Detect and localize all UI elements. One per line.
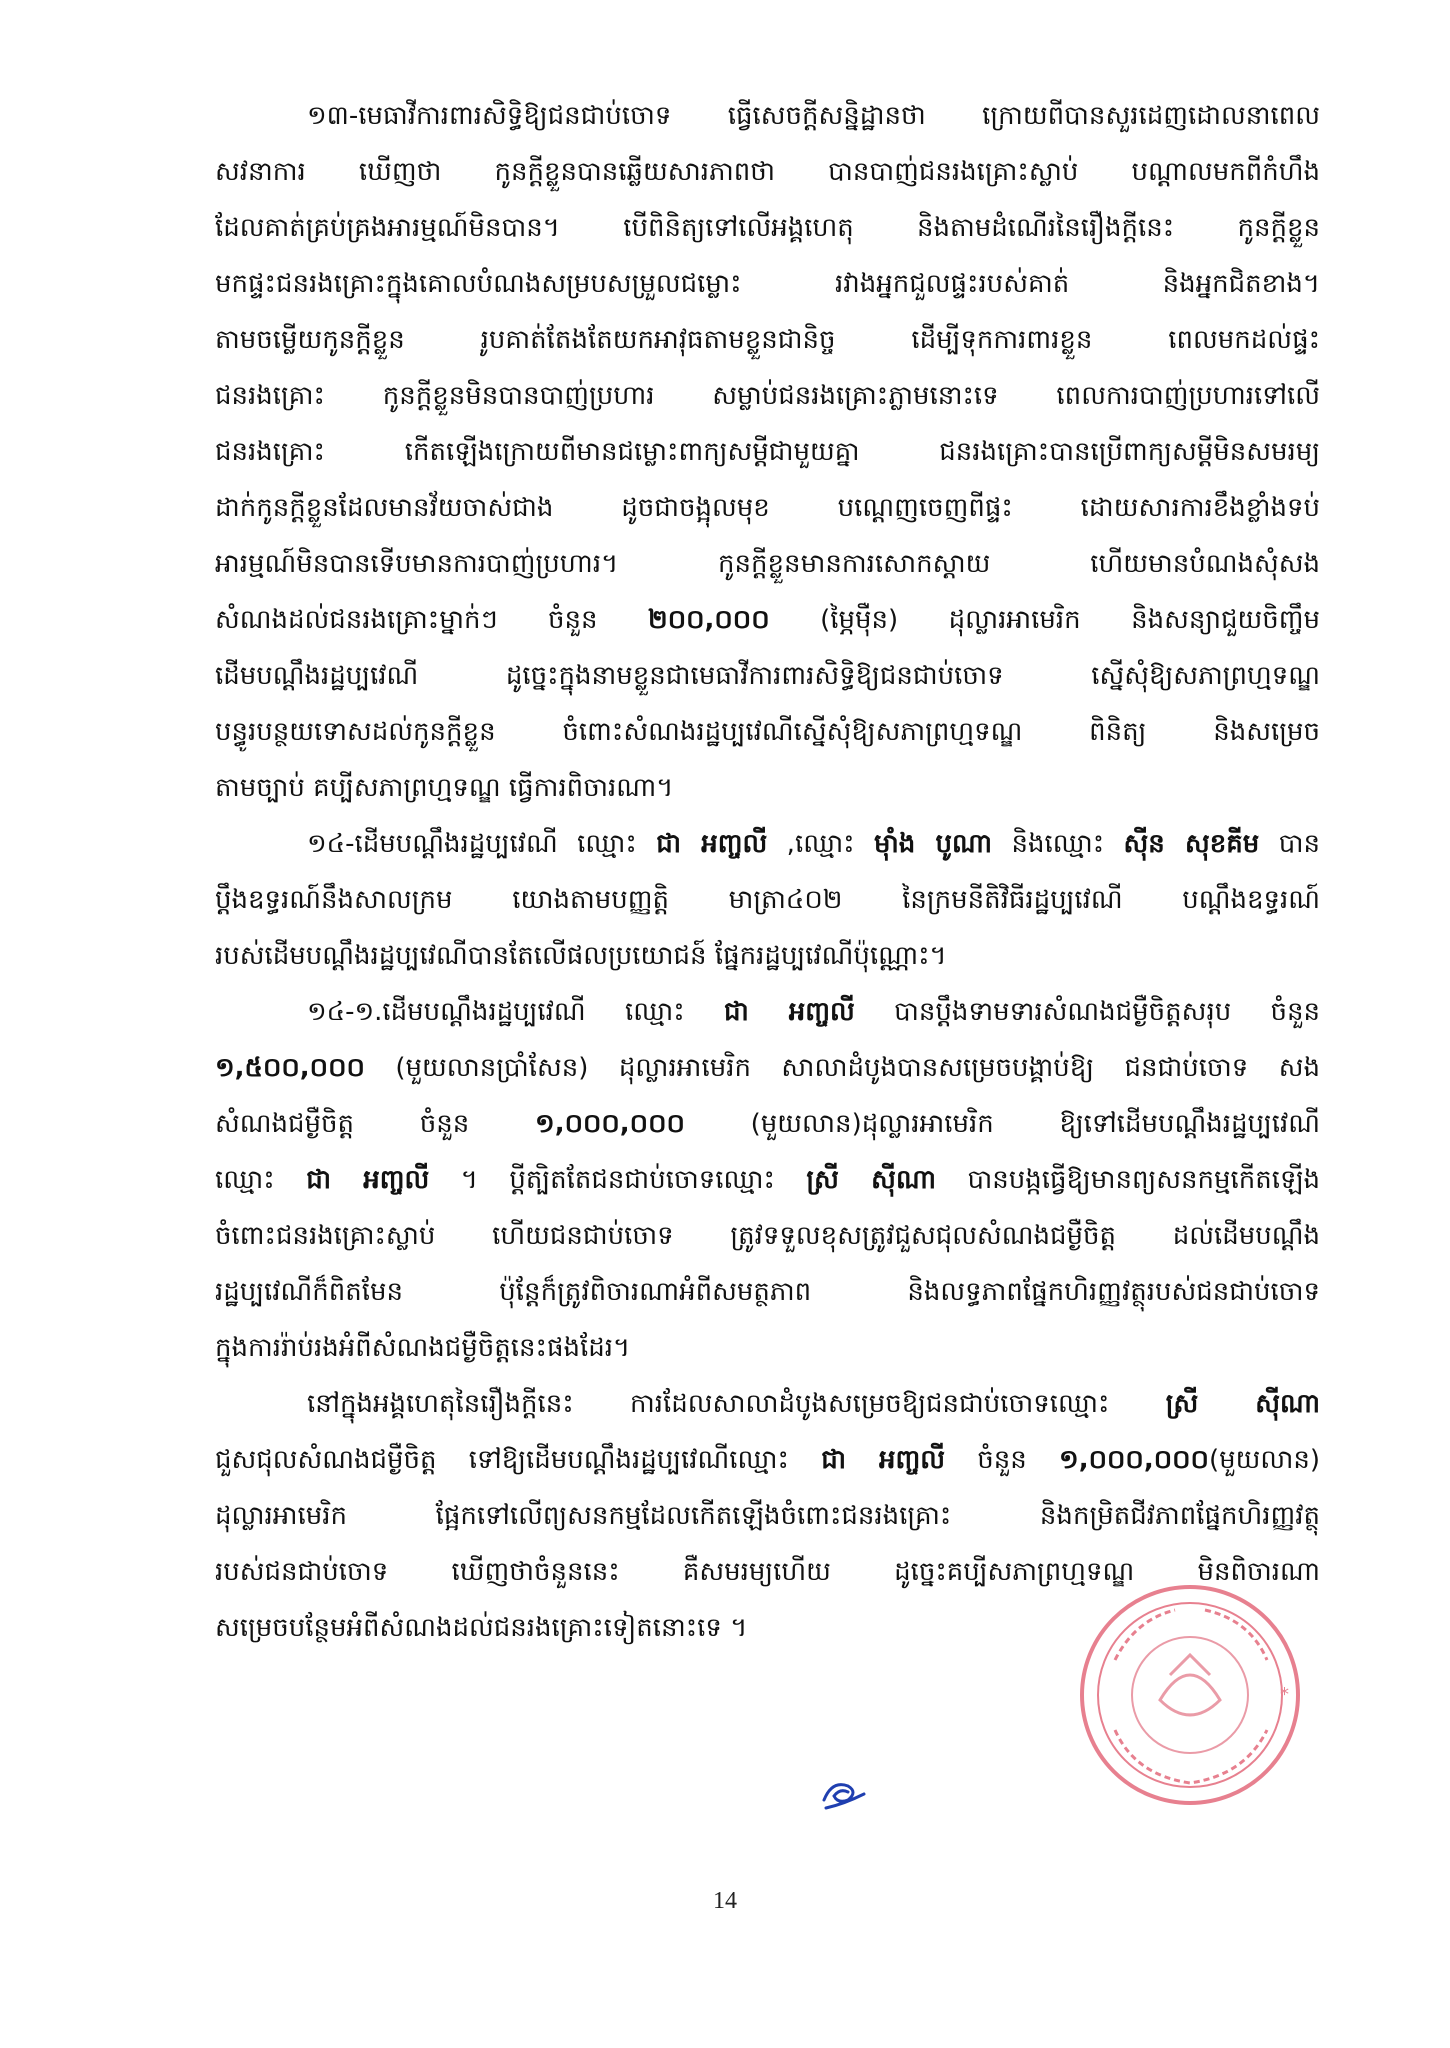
text-line xyxy=(215,88,1320,144)
document-body xyxy=(215,88,1320,1656)
page-number: 14 xyxy=(713,1888,737,1914)
text-line xyxy=(215,1432,1320,1488)
text-segment: (មួយលានប្រាំសែន) ដុល្លារអាមេរិក សាលាដំបូងបានសម្រេចបង្គាប់ឱ្យ ជនជាប់ចោទ សង xyxy=(364,1053,1320,1083)
text-line xyxy=(215,424,1320,480)
text-segment: ជនរងគ្រោះ កូនក្តីខ្លួនមិនបានបាញ់ប្រហារ សម្លាប់ជនរងគ្រោះភ្លាមនោះទេ ពេលការបាញ់ប្រហារទៅលើ xyxy=(215,381,1320,411)
text-line xyxy=(215,928,1320,984)
bold-text: ស្រី ស៊ីណា xyxy=(1165,1389,1320,1419)
text-line xyxy=(215,1040,1320,1096)
text-segment: សំណងជម្ងឺចិត្ត ចំនួន xyxy=(215,1109,536,1139)
bold-text: ម៉ាំង បូណា xyxy=(874,829,993,859)
text-segment: ក្នុងការរ៉ាប់រងអំពីសំណងជម្ងឺចិត្តនេះផងដែរ។ xyxy=(215,1333,631,1363)
text-line xyxy=(215,1152,1320,1208)
bold-text: ស្រី ស៊ីណា xyxy=(806,1165,936,1195)
text-segment: ដែលគាត់គ្រប់គ្រងអារម្មណ៍មិនបាន។ បើពិនិត្យទៅលើអង្គហេតុ និងតាមដំណើរនៃរឿងក្តីនេះ កូនក្តីខ្លួន xyxy=(215,213,1320,243)
text-line xyxy=(215,1208,1320,1264)
text-line xyxy=(215,536,1320,592)
text-line xyxy=(215,1096,1320,1152)
text-line xyxy=(215,144,1320,200)
text-segment: ចំនួន xyxy=(945,1445,1060,1475)
bold-text: ជា អញ្ចលី xyxy=(821,1445,946,1475)
text-segment: រដ្ឋប្បវេណីក៏ពិតមែន ប៉ុន្តែក៏ត្រូវពិចារណាអំពីសមត្ថភាព និងលទ្ធភាពផ្នែកហិរញ្ញវត្ថុរបស់ជនជាប់ចោទ xyxy=(215,1277,1320,1307)
text-segment: បានប្តឹងទាមទារសំណងជម្ងឺចិត្តសរុប ចំនួន xyxy=(854,997,1320,1027)
text-line xyxy=(215,872,1320,928)
text-segment: អារម្មណ៍មិនបានទើបមានការបាញ់ប្រហារ។ កូនក្តីខ្លួនមានការសោកស្តាយ ហើយមានបំណងសុំសង xyxy=(215,549,1320,579)
text-segment: ជនរងគ្រោះ កើតឡើងក្រោយពីមានជម្លោះពាក្យសម្តីជាមួយគ្នា ជនរងគ្រោះបានប្រើពាក្យសម្តីមិនសមរម្យ xyxy=(215,437,1320,467)
bold-text: ១,៥០០,០០០ xyxy=(215,1053,365,1083)
text-segment: សំណងដល់ជនរងគ្រោះម្នាក់ៗ ចំនួន xyxy=(215,605,649,635)
text-segment: បន្ធូរបន្ថយទោសដល់កូនក្តីខ្លួន ចំពោះសំណងរដ្ឋប្បវេណីស្នើសុំឱ្យសភាព្រហ្មទណ្ឌ ពិនិត្យ និងសម្រេច xyxy=(215,717,1320,747)
text-segment: ១៤-ដើមបណ្តឹងរដ្ឋប្បវេណី ឈ្មោះ xyxy=(307,829,657,859)
text-line xyxy=(215,760,1320,816)
text-segment: របស់ជនជាប់ចោទ ឃើញថាចំនួននេះ គឺសមរម្យហើយ ដូច្នេះគប្បីសភាព្រហ្មទណ្ឌ មិនពិចារណា xyxy=(215,1557,1320,1587)
text-line xyxy=(215,984,1320,1040)
text-segment: ។ ប្តីត្បិតតែជនជាប់ចោទឈ្មោះ xyxy=(429,1165,807,1195)
text-segment: ១៣-មេធាវីការពារសិទ្ធិឱ្យជនជាប់ចោទ ធ្វើសេចក្តីសន្និដ្ឋានថា ក្រោយពីបានសួរដេញដោលនាពេល xyxy=(307,101,1320,131)
svg-text:*: * xyxy=(1280,1684,1289,1705)
text-segment: សម្រេចបន្ថែមអំពីសំណងដល់ជនរងគ្រោះទៀតនោះទេ ។ xyxy=(215,1613,748,1643)
text-segment: បាន xyxy=(1259,829,1320,859)
text-line xyxy=(215,648,1320,704)
text-segment: ,ឈ្មោះ xyxy=(767,829,875,859)
text-segment: (មួយលាន)ដុល្លារអាមេរិក ឱ្យទៅដើមបណ្តឹងរដ្ឋប្បវេណី xyxy=(684,1109,1320,1139)
text-segment: សវនាការ ឃើញថា កូនក្តីខ្លួនបានឆ្លើយសារភាពថា បានបាញ់ជនរងគ្រោះស្លាប់ បណ្តាលមកពីកំហឹង xyxy=(215,157,1320,187)
text-line xyxy=(215,1320,1320,1376)
text-line xyxy=(215,256,1320,312)
text-segment: និងឈ្មោះ xyxy=(992,829,1124,859)
text-segment: ចំពោះជនរងគ្រោះស្លាប់ ហើយជនជាប់ចោទ ត្រូវទទួលខុសត្រូវជួសជុលសំណងជម្ងឺចិត្ត ដល់ដើមបណ្តឹង xyxy=(215,1221,1320,1251)
text-segment: ឈ្មោះ xyxy=(215,1165,307,1195)
handwritten-initial xyxy=(818,1770,868,1814)
text-segment: តាមចម្លើយកូនក្តីខ្លួន រូបគាត់តែងតែយកអាវុធតាមខ្លួនជានិច្ច ដើម្បីទុកការពារខ្លួន ពេលមកដល់ផ្ទះ xyxy=(215,325,1320,355)
text-line xyxy=(215,1488,1320,1544)
bold-text: ២០០,០០០ xyxy=(648,605,770,635)
text-segment: (ម្ភៃម៉ឺន) ដុល្លារអាមេរិក និងសន្យាជួយចិញ្ចឹម xyxy=(769,605,1320,635)
text-line xyxy=(215,312,1320,368)
text-line xyxy=(215,368,1320,424)
text-segment: (មួយលាន) xyxy=(1208,1445,1320,1475)
bold-text: ១,០០០,០០០ xyxy=(1059,1445,1209,1475)
text-segment: ដុល្លារអាមេរិក ផ្អែកទៅលើព្យសនកម្មដែលកើតឡើងចំពោះជនរងគ្រោះ និងកម្រិតជីវភាពផ្នែកហិរញ្ញវត្ថុ xyxy=(215,1501,1320,1531)
text-line xyxy=(215,592,1320,648)
text-line xyxy=(215,1264,1320,1320)
text-segment: នៅក្នុងអង្គហេតុនៃរឿងក្តីនេះ ការដែលសាលាដំបូងសម្រេចឱ្យជនជាប់ចោទឈ្មោះ xyxy=(307,1389,1166,1419)
text-segment: បានបង្កធ្វើឱ្យមានព្យសនកម្មកើតឡើង xyxy=(935,1165,1320,1195)
text-line xyxy=(215,1376,1320,1432)
text-line xyxy=(215,480,1320,536)
text-line xyxy=(215,200,1320,256)
text-segment: ១៤-១.ដើមបណ្តឹងរដ្ឋប្បវេណី ឈ្មោះ xyxy=(307,997,724,1027)
text-segment: ប្តឹងឧទ្ធរណ៍នឹងសាលក្រម យោងតាមបញ្ញត្តិ មាត្រា៤០២ នៃក្រមនីតិវិធីរដ្ឋប្បវេណី បណ្តឹងឧទ្ធរណ៍ xyxy=(215,885,1320,915)
text-segment: ដាក់កូនក្តីខ្លួនដែលមានវ័យចាស់ជាង ដូចជាចង្អុលមុខ បណ្តេញចេញពីផ្ទះ ដោយសារការខឹងខ្លាំងទប់ xyxy=(215,493,1320,523)
text-segment: ជួសជុលសំណងជម្ងឺចិត្ត ទៅឱ្យដើមបណ្តឹងរដ្ឋប្បវេណីឈ្មោះ xyxy=(215,1445,822,1475)
bold-text: ជា អញ្ចលី xyxy=(306,1165,430,1195)
official-seal-stamp xyxy=(1075,1580,1305,1810)
text-segment: តាមច្បាប់ គប្បីសភាព្រហ្មទណ្ឌ ធ្វើការពិចារណា។ xyxy=(215,773,674,803)
bold-text: ជា អញ្ចលី xyxy=(723,997,855,1027)
text-line xyxy=(215,704,1320,760)
bold-text: ស៊ីន សុខគីម xyxy=(1123,829,1260,859)
text-segment: របស់ដើមបណ្តឹងរដ្ឋប្បវេណីបានតែលើផលប្រយោជន៍ ផ្នែករដ្ឋប្បវេណីប៉ុណ្ណោះ។ xyxy=(215,941,947,971)
bold-text: ១,០០០,០០០ xyxy=(535,1109,685,1139)
text-segment: មកផ្ទះជនរងគ្រោះក្នុងគោលបំណងសម្របសម្រួលជម្លោះ រវាងអ្នកជួលផ្ទះរបស់គាត់ និងអ្នកជិតខាង។ xyxy=(215,269,1320,299)
text-segment: ដើមបណ្តឹងរដ្ឋប្បវេណី ដូច្នេះក្នុងនាមខ្លួនជាមេធាវីការពារសិទ្ធិឱ្យជនជាប់ចោទ ស្នើសុំឱ្យសភាព្រហ្មទណ្ឌ xyxy=(215,661,1320,691)
bold-text: ជា អញ្ចលី xyxy=(656,829,768,859)
text-line xyxy=(215,816,1320,872)
